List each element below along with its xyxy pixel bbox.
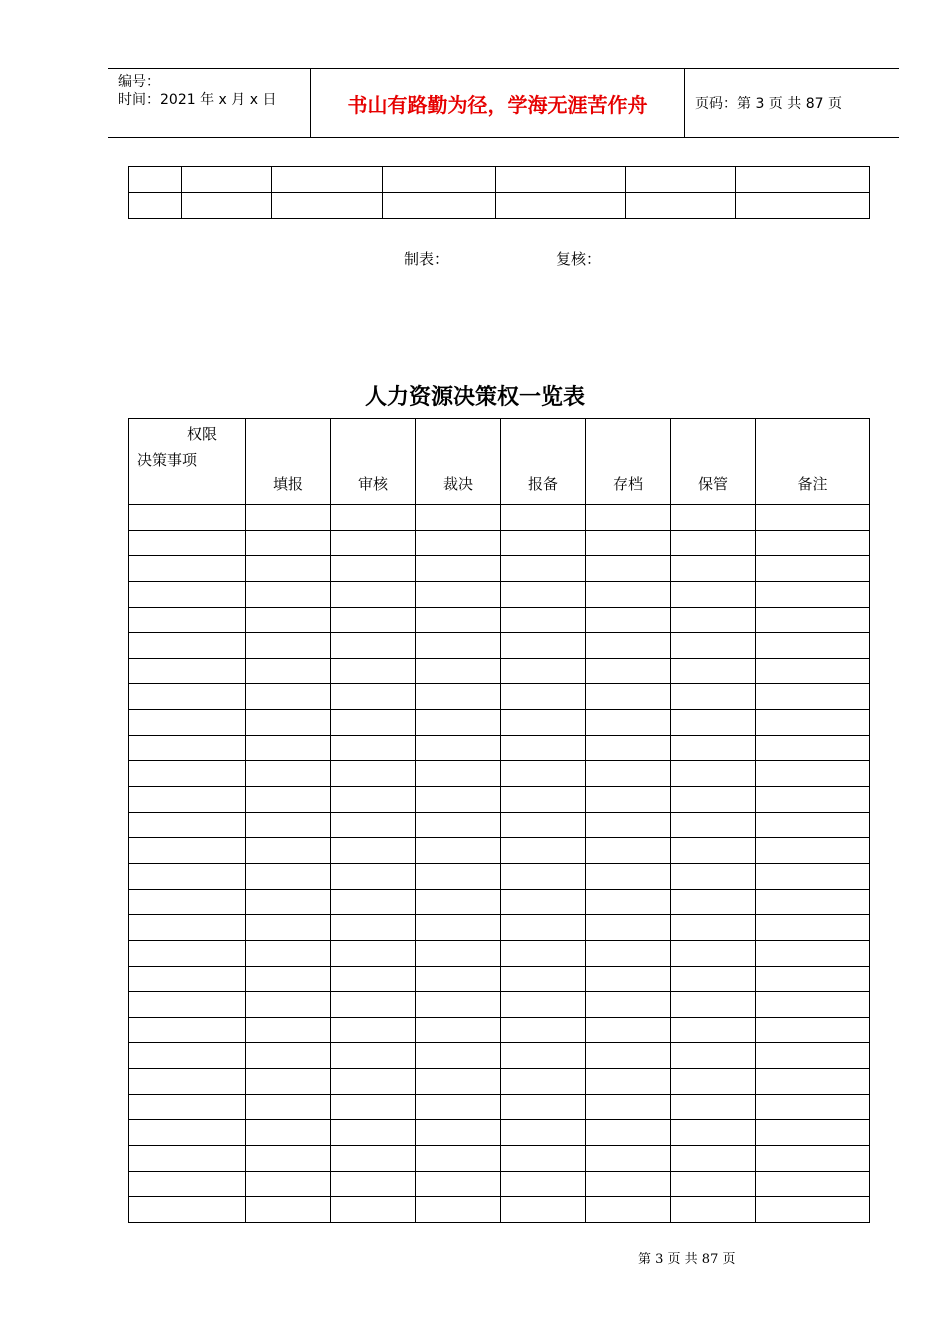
table-cell <box>501 940 586 966</box>
table-cell <box>331 940 416 966</box>
table-cell <box>272 167 383 193</box>
table-cell <box>501 889 586 915</box>
table-cell <box>246 1197 331 1223</box>
table-cell <box>671 710 756 736</box>
table-cell <box>671 607 756 633</box>
table-cell <box>129 1120 246 1146</box>
table-cell <box>331 889 416 915</box>
table-cell <box>416 1069 501 1095</box>
table-cell <box>246 710 331 736</box>
table-cell <box>671 1197 756 1223</box>
table-cell <box>671 556 756 582</box>
table-row <box>129 1146 870 1172</box>
table-cell <box>416 940 501 966</box>
table-cell <box>671 940 756 966</box>
table-cell <box>331 1094 416 1120</box>
table-cell <box>756 1094 870 1120</box>
table-cell <box>129 1017 246 1043</box>
table-cell <box>756 530 870 556</box>
table-cell <box>331 966 416 992</box>
table-cell <box>383 167 496 193</box>
column-header: 裁决 <box>416 419 501 505</box>
table-cell <box>416 812 501 838</box>
table-row <box>129 530 870 556</box>
table-cell <box>586 1171 671 1197</box>
table-cell <box>246 940 331 966</box>
table-row <box>129 735 870 761</box>
table-cell <box>586 889 671 915</box>
table-cell <box>756 966 870 992</box>
table-cell <box>586 1043 671 1069</box>
table-cell <box>756 863 870 889</box>
column-header: 审核 <box>331 419 416 505</box>
table-cell <box>416 1120 501 1146</box>
table-cell <box>756 684 870 710</box>
table-cell <box>586 633 671 659</box>
table-cell <box>129 193 182 219</box>
table-cell <box>246 812 331 838</box>
table-cell <box>416 735 501 761</box>
table-cell <box>416 838 501 864</box>
table-cell <box>246 1120 331 1146</box>
table-cell <box>756 556 870 582</box>
table-cell <box>756 1120 870 1146</box>
table-cell <box>129 684 246 710</box>
table-cell <box>246 761 331 787</box>
table-cell <box>586 607 671 633</box>
table-cell <box>129 812 246 838</box>
table-cell <box>671 1120 756 1146</box>
table-cell <box>246 1069 331 1095</box>
table-cell <box>182 193 272 219</box>
table-cell <box>736 167 870 193</box>
table-row <box>129 1069 870 1095</box>
table-cell <box>671 1017 756 1043</box>
table-cell <box>671 684 756 710</box>
table-cell <box>671 633 756 659</box>
reviewed-by-label: 复核： <box>556 250 602 268</box>
table-cell <box>586 761 671 787</box>
table-cell <box>756 581 870 607</box>
table-cell <box>586 1146 671 1172</box>
page-header <box>108 68 899 138</box>
table-cell <box>496 167 626 193</box>
table-row <box>129 684 870 710</box>
table-row <box>129 889 870 915</box>
corner-header-cell <box>129 419 246 505</box>
table-cell <box>586 1069 671 1095</box>
table-cell <box>331 992 416 1018</box>
table-cell <box>671 581 756 607</box>
table-cell <box>671 812 756 838</box>
table-cell <box>586 658 671 684</box>
table-cell <box>501 735 586 761</box>
table-cell <box>501 581 586 607</box>
table-cell <box>756 761 870 787</box>
table-cell <box>246 863 331 889</box>
table-cell <box>331 1069 416 1095</box>
table-cell <box>246 787 331 813</box>
header-row <box>129 419 870 505</box>
top-blank-table <box>128 166 870 219</box>
table-cell <box>756 1043 870 1069</box>
table-cell <box>129 761 246 787</box>
table-cell <box>331 1171 416 1197</box>
table-cell <box>416 1094 501 1120</box>
table-cell <box>246 607 331 633</box>
table-row <box>129 966 870 992</box>
table-cell <box>756 1069 870 1095</box>
table-cell <box>129 735 246 761</box>
table-cell <box>586 1017 671 1043</box>
table-title: 人力资源决策权一览表 <box>364 385 585 410</box>
table-cell <box>129 658 246 684</box>
table-cell <box>501 505 586 531</box>
table-cell <box>246 889 331 915</box>
table-cell <box>671 1171 756 1197</box>
table-cell <box>246 505 331 531</box>
table-cell <box>416 581 501 607</box>
table-cell <box>331 787 416 813</box>
table-row <box>129 1120 870 1146</box>
table-row <box>129 915 870 941</box>
table-cell <box>501 658 586 684</box>
table-cell <box>416 607 501 633</box>
table-cell <box>129 1171 246 1197</box>
table-row <box>129 1094 870 1120</box>
table-cell <box>416 915 501 941</box>
table-cell <box>129 889 246 915</box>
table-cell <box>129 1146 246 1172</box>
table-cell <box>246 838 331 864</box>
table-cell <box>331 1120 416 1146</box>
table-cell <box>331 1017 416 1043</box>
table-cell <box>129 863 246 889</box>
table-cell <box>756 787 870 813</box>
table-cell <box>416 556 501 582</box>
table-cell <box>501 1069 586 1095</box>
table-cell <box>331 1146 416 1172</box>
table-cell <box>756 658 870 684</box>
table-cell <box>246 1171 331 1197</box>
table-cell <box>756 1171 870 1197</box>
table-cell <box>331 710 416 736</box>
table-cell <box>501 838 586 864</box>
column-header: 存档 <box>586 419 671 505</box>
table-cell <box>501 710 586 736</box>
table-cell <box>246 1094 331 1120</box>
table-cell <box>671 1094 756 1120</box>
table-row <box>129 940 870 966</box>
table-cell <box>671 735 756 761</box>
table-cell <box>756 940 870 966</box>
table-row <box>129 1171 870 1197</box>
table-cell <box>671 966 756 992</box>
table-cell <box>586 710 671 736</box>
table-cell <box>416 530 501 556</box>
table-cell <box>586 1197 671 1223</box>
table-cell <box>756 1197 870 1223</box>
table-cell <box>129 530 246 556</box>
table-cell <box>129 966 246 992</box>
table-cell <box>246 556 331 582</box>
table-cell <box>501 1043 586 1069</box>
table-cell <box>129 1043 246 1069</box>
table-cell <box>756 505 870 531</box>
table-row <box>129 167 870 193</box>
table-cell <box>246 1146 331 1172</box>
table-cell <box>129 1069 246 1095</box>
table-cell <box>671 992 756 1018</box>
table-cell <box>331 607 416 633</box>
table-cell <box>501 633 586 659</box>
table-cell <box>331 684 416 710</box>
decision-table-body <box>129 505 870 1223</box>
table-cell <box>416 710 501 736</box>
table-cell <box>586 863 671 889</box>
table-cell <box>416 992 501 1018</box>
table-cell <box>416 966 501 992</box>
table-row <box>129 505 870 531</box>
table-cell <box>331 633 416 659</box>
table-cell <box>756 735 870 761</box>
table-row <box>129 193 870 219</box>
table-cell <box>129 710 246 736</box>
table-row <box>129 761 870 787</box>
table-cell <box>383 193 496 219</box>
table-cell <box>671 889 756 915</box>
table-cell <box>331 735 416 761</box>
table-cell <box>756 1017 870 1043</box>
table-cell <box>586 1094 671 1120</box>
table-cell <box>586 581 671 607</box>
table-cell <box>671 863 756 889</box>
number-label: 编号： <box>118 74 160 90</box>
table-cell <box>129 505 246 531</box>
table-cell <box>586 940 671 966</box>
table-cell <box>671 530 756 556</box>
made-by-label: 制表： <box>404 250 450 268</box>
table-cell <box>586 505 671 531</box>
table-row <box>129 1017 870 1043</box>
table-cell <box>331 505 416 531</box>
table-row <box>129 581 870 607</box>
table-cell <box>129 633 246 659</box>
table-cell <box>501 966 586 992</box>
table-cell <box>671 505 756 531</box>
table-cell <box>246 581 331 607</box>
table-cell <box>416 1043 501 1069</box>
table-cell <box>501 915 586 941</box>
corner-top-label: 权限 <box>187 425 218 443</box>
table-cell <box>416 863 501 889</box>
table-cell <box>331 838 416 864</box>
table-cell <box>416 633 501 659</box>
footer-page-text: 第 3 页 共 87 页 <box>638 1252 736 1267</box>
table-cell <box>331 556 416 582</box>
table-cell <box>129 940 246 966</box>
table-cell <box>331 581 416 607</box>
table-cell <box>501 1094 586 1120</box>
table-cell <box>586 1120 671 1146</box>
table-row <box>129 710 870 736</box>
table-cell <box>501 1120 586 1146</box>
table-cell <box>756 992 870 1018</box>
table-cell <box>246 1043 331 1069</box>
table-cell <box>129 167 182 193</box>
table-cell <box>246 992 331 1018</box>
table-cell <box>416 761 501 787</box>
table-row <box>129 1197 870 1223</box>
table-cell <box>246 966 331 992</box>
table-cell <box>586 735 671 761</box>
table-cell <box>586 530 671 556</box>
table-row <box>129 633 870 659</box>
table-cell <box>129 915 246 941</box>
table-cell <box>501 761 586 787</box>
table-cell <box>246 633 331 659</box>
table-cell <box>416 1017 501 1043</box>
table-cell <box>586 556 671 582</box>
table-cell <box>756 1146 870 1172</box>
column-header: 保管 <box>671 419 756 505</box>
table-cell <box>586 992 671 1018</box>
table-cell <box>129 838 246 864</box>
table-cell <box>501 607 586 633</box>
table-cell <box>501 530 586 556</box>
table-cell <box>501 992 586 1018</box>
table-cell <box>671 838 756 864</box>
table-cell <box>586 812 671 838</box>
table-cell <box>246 735 331 761</box>
table-cell <box>501 812 586 838</box>
table-cell <box>626 193 736 219</box>
table-cell <box>501 1197 586 1223</box>
header-left <box>108 69 311 137</box>
table-cell <box>416 1197 501 1223</box>
table-cell <box>496 193 626 219</box>
table-cell <box>501 1146 586 1172</box>
table-cell <box>626 167 736 193</box>
column-header: 填报 <box>246 419 331 505</box>
table-cell <box>671 658 756 684</box>
table-row <box>129 838 870 864</box>
table-cell <box>246 684 331 710</box>
top-table-body <box>129 167 870 219</box>
table-cell <box>756 915 870 941</box>
table-row <box>129 607 870 633</box>
table-cell <box>246 915 331 941</box>
table-cell <box>756 710 870 736</box>
corner-bottom-label: 决策事项 <box>137 451 198 469</box>
table-cell <box>416 1146 501 1172</box>
table-cell <box>416 505 501 531</box>
table-cell <box>331 761 416 787</box>
table-cell <box>586 966 671 992</box>
table-cell <box>331 1197 416 1223</box>
table-cell <box>501 863 586 889</box>
table-cell <box>416 684 501 710</box>
table-cell <box>671 1146 756 1172</box>
column-header: 备注 <box>756 419 870 505</box>
table-cell <box>416 1171 501 1197</box>
table-cell <box>671 915 756 941</box>
table-cell <box>331 863 416 889</box>
table-row <box>129 812 870 838</box>
table-cell <box>671 761 756 787</box>
table-cell <box>756 838 870 864</box>
table-cell <box>756 889 870 915</box>
table-cell <box>129 787 246 813</box>
table-cell <box>501 1171 586 1197</box>
table-cell <box>331 812 416 838</box>
table-cell <box>416 889 501 915</box>
table-cell <box>331 530 416 556</box>
table-cell <box>756 812 870 838</box>
table-row <box>129 787 870 813</box>
table-cell <box>501 787 586 813</box>
table-cell <box>129 581 246 607</box>
column-header: 报备 <box>501 419 586 505</box>
table-cell <box>331 915 416 941</box>
table-cell <box>501 556 586 582</box>
table-cell <box>246 658 331 684</box>
table-cell <box>586 787 671 813</box>
table-row <box>129 992 870 1018</box>
date-line: 时间：2021 年 x 月 x 日 <box>118 92 277 108</box>
table-cell <box>671 787 756 813</box>
table-cell <box>416 787 501 813</box>
table-cell <box>671 1069 756 1095</box>
table-cell <box>756 607 870 633</box>
table-cell <box>129 556 246 582</box>
table-cell <box>331 1043 416 1069</box>
header-slogan: 书山有路勤为径，学海无涯苦作舟 <box>311 69 685 137</box>
table-row <box>129 863 870 889</box>
table-cell <box>129 607 246 633</box>
table-cell <box>756 633 870 659</box>
table-row <box>129 658 870 684</box>
table-cell <box>331 658 416 684</box>
table-cell <box>272 193 383 219</box>
table-cell <box>416 658 501 684</box>
decision-rights-table <box>128 418 870 1223</box>
table-cell <box>246 530 331 556</box>
header-page-info: 页码：第 3 页 共 87 页 <box>695 96 842 112</box>
table-cell <box>129 1094 246 1120</box>
table-cell <box>586 838 671 864</box>
table-cell <box>182 167 272 193</box>
table-cell <box>501 684 586 710</box>
table-row <box>129 556 870 582</box>
table-cell <box>586 684 671 710</box>
table-cell <box>129 1197 246 1223</box>
table-cell <box>736 193 870 219</box>
table-cell <box>501 1017 586 1043</box>
table-cell <box>246 1017 331 1043</box>
table-cell <box>129 992 246 1018</box>
table-cell <box>671 1043 756 1069</box>
table-cell <box>586 915 671 941</box>
table-row <box>129 1043 870 1069</box>
